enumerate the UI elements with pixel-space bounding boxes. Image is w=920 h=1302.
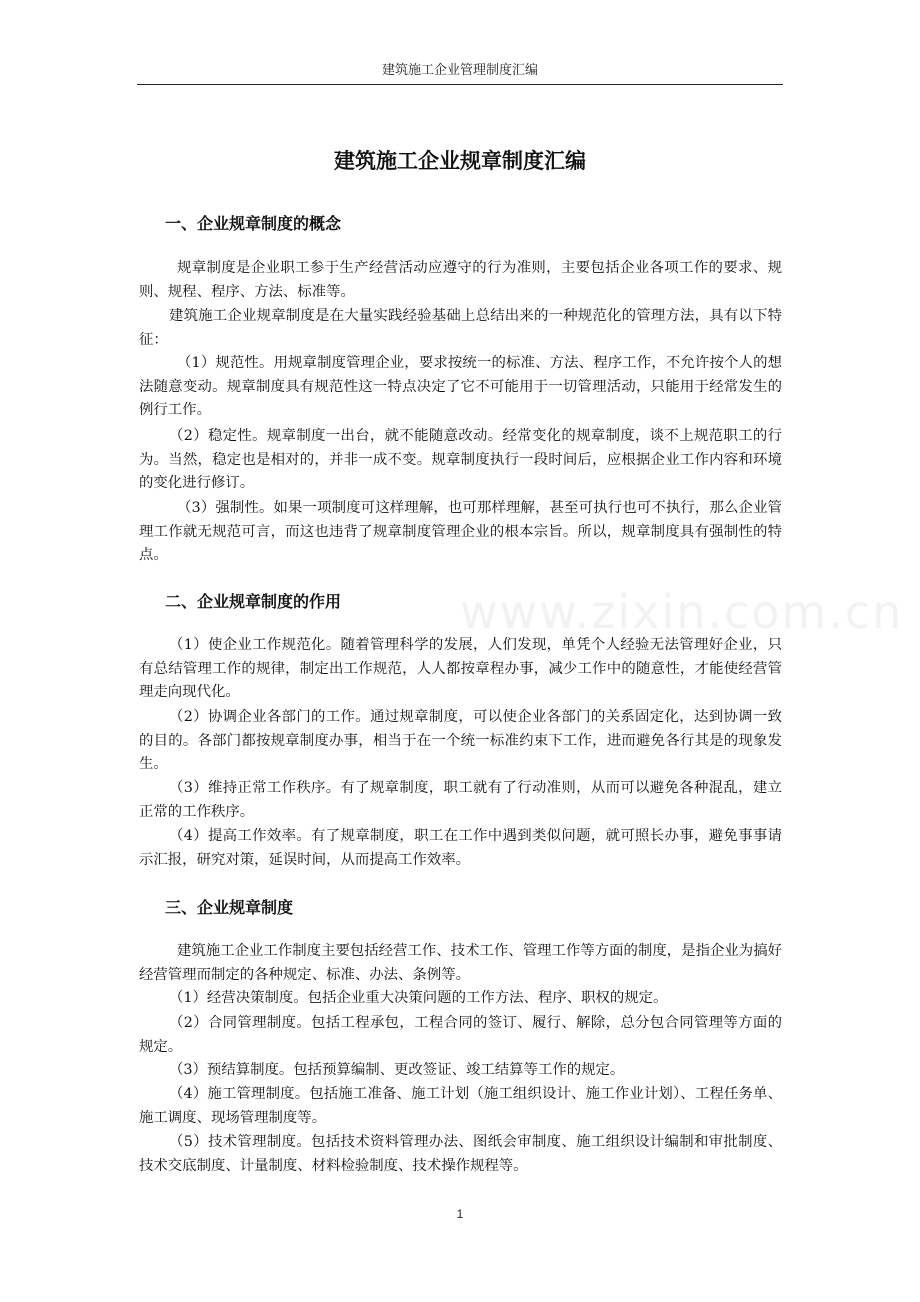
running-header: 建筑施工企业管理制度汇编 (381, 63, 538, 78)
paragraph: （4）施工管理制度。包括施工准备、施工计划（施工组织设计、施工作业计划）、工程任务单、施工调度、现场管理制度等。 (139, 1086, 782, 1126)
section-heading-2: 二、企业规章制度的作用 (165, 592, 342, 611)
paragraph: （4）提高工作效率。有了规章制度，职工在工作中遇到类似问题，就可照长办事，避免事事请示汇报，研究对策，延误时间，从而提高工作效率。 (139, 828, 782, 868)
paragraph: （3）维持正常工作秩序。有了规章制度，职工就有了行动准则，从而可以避免各种混乱，建立正常的工作秩序。 (139, 780, 782, 820)
document-title: 建筑施工企业规章制度汇编 (334, 149, 586, 173)
paragraph: 规章制度是企业职工参于生产经营活动应遵守的行为准则，主要包括企业各项工作的要求、规则、规程、程序、方法、标准等。 (139, 260, 782, 300)
watermark: www.zixin.com.cn (460, 585, 904, 639)
paragraph: （5）技术管理制度。包括技术资料管理办法、图纸会审制度、施工组织设计编制和审批制度、技术交底制度、计量制度、材料检验制度、技术操作规程等。 (139, 1134, 782, 1174)
paragraph: （2）稳定性。规章制度一出台，就不能随意改动。经常变化的规章制度，谈不上规范职工的行为。当然，稳定也是相对的，并非一成不变。规章制度执行一段时间后，应根据企业工作内容和环境的变化进行修订。 (139, 428, 782, 491)
paragraph: 建筑施工企业规章制度是在大量实践经验基础上总结出来的一种规范化的管理方法，具有以下特征： (139, 308, 782, 348)
paragraph: （3）强制性。如果一项制度可这样理解，也可那样理解，甚至可执行也可不执行，那么企业管理工作就无规范可言，而这也违背了规章制度管理企业的根本宗旨。所以，规章制度具有强制性的特点。 (139, 500, 782, 563)
paragraph: 建筑施工企业工作制度主要包括经营工作、技术工作、管理工作等方面的制度，是指企业为搞好经营管理而制定的各种规定、标准、办法、条例等。 (139, 943, 782, 983)
section-heading-1: 一、企业规章制度的概念 (165, 214, 342, 233)
paragraph: （1）规范性。用规章制度管理企业，要求按统一的标准、方法、程序工作，不允许按个人的想法随意变动。规章制度具有规范性这一特点决定了它不可能用于一切管理活动，只能用于经常发生的例行工作。 (139, 355, 782, 418)
paragraph: （3）预结算制度。包括预算编制、更改签证、竣工结算等工作的规定。 (169, 1062, 625, 1078)
page-number: 1 (456, 1207, 464, 1221)
section-heading-3: 三、企业规章制度 (165, 898, 294, 917)
paragraph: （2）合同管理制度。包括工程承包，工程合同的签订、履行、解除，总分包合同管理等方面的规定。 (139, 1015, 782, 1055)
paragraph: （1）经营决策制度。包括企业重大决策问题的工作方法、程序、职权的规定。 (169, 990, 668, 1006)
paragraph: （2）协调企业各部门的工作。通过规章制度，可以使企业各部门的关系固定化，达到协调一致的目的。各部门都按规章制度办事，相当于在一个统一标准约束下工作，进而避免各行其是的现象发生。 (139, 709, 782, 772)
header-rule (137, 84, 783, 85)
paragraph: （1）使企业工作规范化。随着管理科学的发展，人们发现，单凭个人经验无法管理好企业，只有总结管理工作的规律，制定出工作规范，人人都按章程办事，减少工作中的随意性，才能使经营管理走向现代化。 (139, 637, 782, 700)
